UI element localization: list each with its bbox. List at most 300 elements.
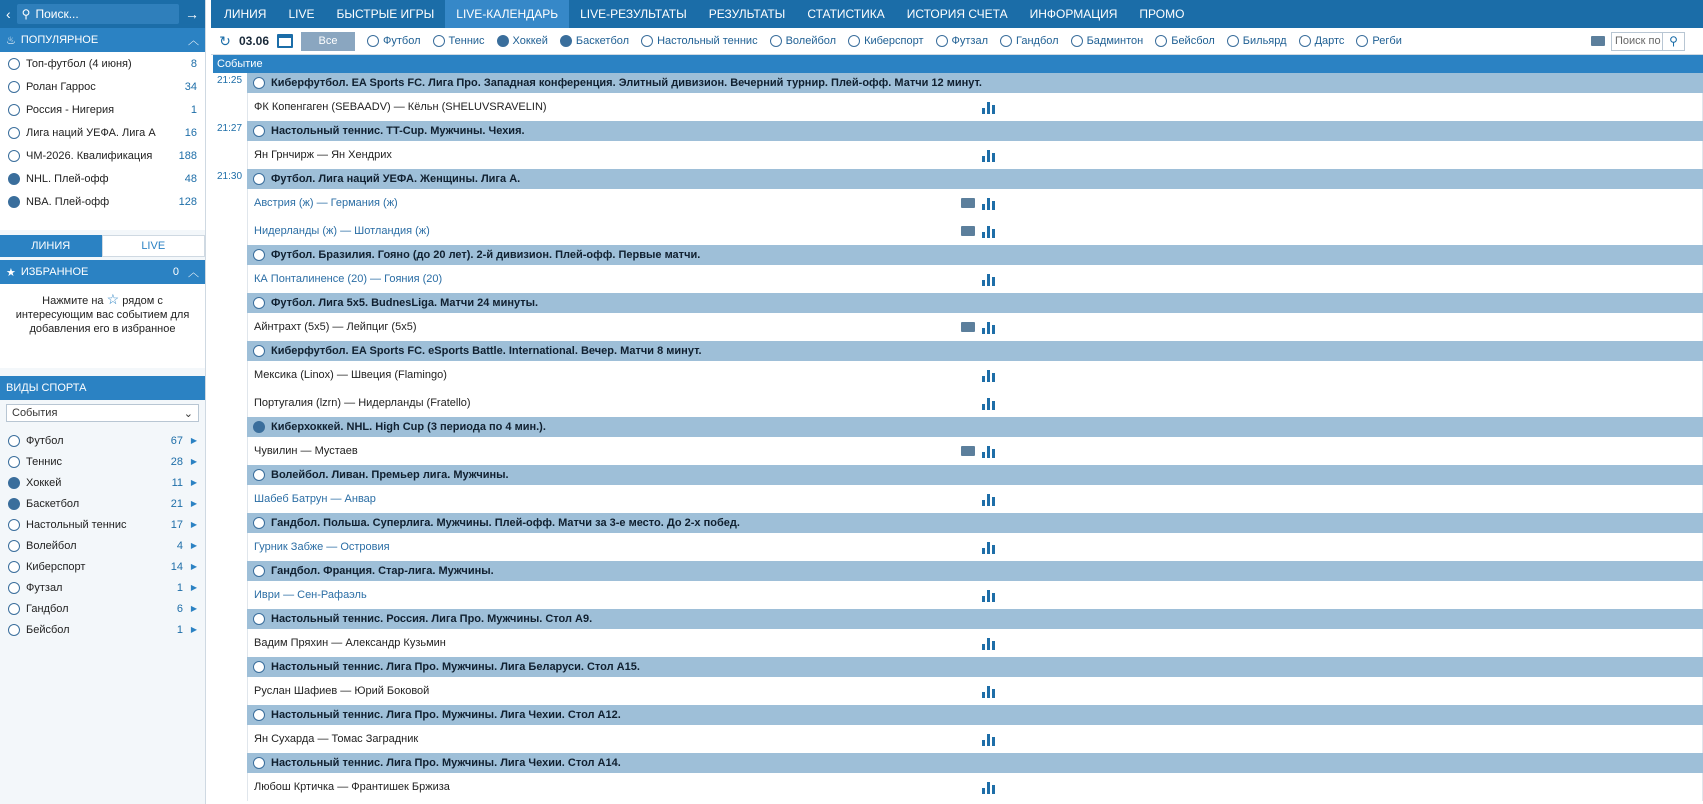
select-arrow-icon: ⌄ [183, 407, 193, 420]
tennis-icon [8, 456, 20, 468]
match-row[interactable] [247, 217, 1703, 245]
event-group [213, 609, 1703, 657]
stats-bar [987, 226, 990, 238]
sport-item-count: 21 [170, 497, 183, 510]
sport-item-count: 1 [176, 581, 183, 594]
popular-item-label: Ролан Гаррос [26, 80, 96, 93]
football-icon [8, 127, 20, 139]
filter-sport-item[interactable] [497, 35, 548, 47]
match-name[interactable]: Айнтрахт (5x5) — Лейпциг (5x5) [254, 321, 417, 333]
stats-bar [987, 782, 990, 794]
sport-item-label: Баскетбол [26, 497, 80, 510]
popular-item-count: 16 [184, 126, 197, 139]
league-title: Настольный теннис. TT-Cup. Мужчины. Чехия. [271, 125, 525, 137]
match-name[interactable]: Нидерланды (ж) — Шотландия (ж) [254, 225, 430, 237]
popular-item-count: 128 [178, 195, 197, 208]
sidebar-search-placeholder: Поиск... [35, 7, 79, 21]
table-tennis-icon [641, 35, 653, 47]
league-row[interactable] [247, 465, 1703, 485]
sport-item-label: Киберспорт [26, 560, 86, 573]
calendar-icon[interactable] [277, 34, 293, 48]
stats-bar [987, 198, 990, 210]
filter-sport-item[interactable] [1227, 35, 1287, 47]
league-row[interactable] [247, 121, 1703, 141]
match-row[interactable] [247, 533, 1703, 561]
match-name[interactable]: Ян Сухарда — Томас Заградник [254, 733, 419, 745]
sport-item[interactable] [0, 472, 205, 493]
volleyball-icon [770, 35, 782, 47]
match-row[interactable] [247, 725, 1703, 753]
stats-bar [982, 548, 985, 554]
league-title: Футбол. Лига наций УЕФА. Женщины. Лига А. [271, 173, 521, 185]
filter-sport-item[interactable] [936, 35, 988, 47]
stats-bar [992, 277, 995, 286]
tv-icon[interactable] [961, 322, 975, 332]
billiards-icon [1227, 35, 1239, 47]
match-row[interactable] [247, 629, 1703, 657]
filter-sport-label: Хоккей [512, 35, 548, 47]
table-tennis-icon [253, 709, 265, 721]
stats-icon[interactable] [982, 780, 996, 794]
league-title: Настольный теннис. Лига Про. Мужчины. Лига Чехии. Стол А12. [271, 709, 621, 721]
stats-bar [992, 593, 995, 602]
event-group [213, 245, 1703, 293]
sidebar-search-input[interactable] [17, 4, 179, 24]
stats-bar [982, 596, 985, 602]
chevron-up-icon[interactable]: ︿ [188, 35, 199, 47]
stats-bar [987, 150, 990, 162]
stats-icon[interactable] [982, 588, 996, 602]
stats-icon[interactable] [982, 684, 996, 698]
stats-bar [987, 398, 990, 410]
sport-item-label: Настольный теннис [26, 518, 127, 531]
match-name[interactable]: Вадим Пряхин — Александр Кузьмин [254, 637, 446, 649]
stats-bar [982, 692, 985, 698]
sport-item[interactable] [0, 451, 205, 472]
popular-item[interactable] [0, 144, 205, 167]
stats-icon[interactable] [982, 100, 996, 114]
filter-sport-item[interactable] [1071, 35, 1144, 47]
star-icon: ★ [6, 266, 16, 279]
search-icon: ⚲ [21, 7, 31, 21]
filter-sport-item[interactable] [560, 35, 629, 47]
league-row[interactable] [247, 293, 1703, 313]
popular-item-label: NHL. Плей-офф [26, 172, 109, 185]
handball-icon [253, 565, 265, 577]
stats-bar [982, 156, 985, 162]
table-tennis-icon [253, 757, 265, 769]
sport-item-count: 4 [176, 539, 183, 552]
popular-item-label: Россия - Нигерия [26, 103, 115, 116]
nav-item[interactable]: LIVE-КАЛЕНДАРЬ [445, 0, 569, 28]
nav-item[interactable]: ИСТОРИЯ СЧЕТА [906, 7, 1008, 21]
league-row[interactable] [247, 417, 1703, 437]
darts-icon [1299, 35, 1311, 47]
filter-sport-item[interactable] [1299, 35, 1345, 47]
nav-item[interactable]: LIVE-РЕЗУЛЬТАТЫ [580, 7, 687, 21]
filter-sport-label: Волейбол [785, 35, 837, 47]
stats-icon[interactable] [982, 272, 996, 286]
tv-icon[interactable] [961, 226, 975, 236]
event-group [213, 657, 1703, 705]
chevron-right-icon: ▶ [190, 499, 197, 508]
league-title: Настольный теннис. Россия. Лига Про. Мужчины. Стол А9. [271, 613, 593, 625]
nav-item[interactable]: ПРОМО [1139, 7, 1185, 21]
nav-item[interactable]: LIVE [288, 7, 315, 21]
stats-bar [987, 494, 990, 506]
rugby-icon [1356, 35, 1368, 47]
event-group [213, 417, 1703, 465]
stats-bar [982, 108, 985, 114]
football-icon [8, 435, 20, 447]
handball-icon [1000, 35, 1012, 47]
favorites-header[interactable] [0, 260, 205, 284]
popular-item-count: 48 [184, 172, 197, 185]
stats-bar [987, 322, 990, 334]
stats-bar [982, 500, 985, 506]
stats-icon[interactable] [982, 224, 996, 238]
match-name[interactable]: Ян Грнчирж — Ян Хендрих [254, 149, 392, 161]
filter-sport-item[interactable] [433, 35, 485, 47]
match-row[interactable] [247, 389, 1703, 417]
filter-sport-item[interactable] [1000, 35, 1059, 47]
popular-item-count: 188 [178, 149, 197, 162]
league-row[interactable] [247, 657, 1703, 677]
stats-bar [992, 325, 995, 334]
match-row[interactable] [247, 189, 1703, 217]
sport-item[interactable] [0, 556, 205, 577]
filter-sport-item[interactable] [848, 35, 923, 47]
popular-item[interactable] [0, 98, 205, 121]
football-icon [253, 345, 265, 357]
sport-item-count: 11 [171, 476, 183, 489]
hockey-icon [8, 173, 20, 185]
table-tennis-icon [253, 613, 265, 625]
sport-item-count: 28 [170, 455, 183, 468]
league-row[interactable] [247, 73, 1703, 93]
chevron-right-icon: ▶ [190, 541, 197, 550]
stats-bar [987, 370, 990, 382]
stats-icon[interactable] [982, 368, 996, 382]
chevron-right-icon: ▶ [190, 520, 197, 529]
match-name[interactable]: КА Понталиненсе (20) — Гояния (20) [254, 273, 443, 285]
stats-bar [987, 590, 990, 602]
match-row[interactable] [247, 141, 1703, 169]
favorites-hint [0, 284, 205, 368]
football-icon [253, 249, 265, 261]
match-name[interactable]: Руслан Шафиев — Юрий Боковой [254, 685, 430, 697]
stats-bar [992, 689, 995, 698]
league-title: Футбол. Лига 5x5. BudnesLiga. Матчи 24 минуты. [271, 297, 539, 309]
stats-bar [982, 328, 985, 334]
event-group [213, 169, 1703, 245]
filter-sport-label: Баскетбол [575, 35, 630, 47]
chevron-right-icon: ▶ [190, 625, 197, 634]
filter-sport-label: Бейсбол [1171, 35, 1215, 47]
filter-sport-item[interactable] [770, 35, 837, 47]
event-group [213, 561, 1703, 609]
nav-item[interactable]: РЕЗУЛЬТАТЫ [708, 7, 786, 21]
sport-item[interactable] [0, 535, 205, 556]
sport-item[interactable] [0, 514, 205, 535]
match-name[interactable]: Чувилин — Мустаев [254, 445, 358, 457]
tv-icon[interactable] [961, 198, 975, 208]
filter-sport-label: Футбол [383, 35, 421, 47]
filter-sport-label: Гандбол [1016, 35, 1059, 47]
tab-live[interactable]: LIVE [102, 235, 206, 257]
league-row[interactable] [247, 561, 1703, 581]
match-row[interactable] [247, 677, 1703, 705]
back-arrow-icon[interactable]: ‹ [6, 6, 11, 22]
chevron-right-icon: ▶ [190, 562, 197, 571]
stats-bar [982, 204, 985, 210]
sport-item[interactable] [0, 577, 205, 598]
stats-bar [987, 446, 990, 458]
mode-tabs [0, 235, 205, 257]
sport-list [0, 430, 205, 640]
favorites-hint-start: Нажмите на [42, 295, 104, 307]
chevron-right-icon: ▶ [190, 478, 197, 487]
filter-sport-label: Настольный теннис [657, 35, 758, 47]
volleyball-icon [253, 469, 265, 481]
event-group [213, 513, 1703, 561]
filter-sport-label: Киберспорт [864, 35, 924, 47]
popular-item-count: 1 [190, 103, 197, 116]
stats-bar [992, 105, 995, 114]
stats-bar [982, 788, 985, 794]
popular-item[interactable] [0, 190, 205, 213]
sport-item-label: Футзал [26, 581, 63, 594]
sport-item-label: Хоккей [26, 476, 62, 489]
nav-item[interactable]: СТАТИСТИКА [807, 7, 885, 21]
chevron-right-icon: ▶ [190, 583, 197, 592]
stats-bar [987, 686, 990, 698]
event-time: 21:25 [216, 75, 243, 86]
search-icon[interactable]: ⚲ [1663, 32, 1685, 51]
filter-sport-list [355, 35, 1402, 47]
gamepad-icon [848, 35, 860, 47]
event-time: 21:30 [216, 171, 243, 182]
tennis-icon [433, 35, 445, 47]
stats-icon[interactable] [982, 444, 996, 458]
baseball-icon [1155, 35, 1167, 47]
stats-bar [992, 545, 995, 554]
table-header [213, 55, 1703, 73]
chevron-right-icon: ▶ [190, 436, 197, 445]
sidebar-search-bar [0, 0, 205, 28]
event-group [213, 465, 1703, 513]
match-row[interactable] [247, 265, 1703, 293]
popular-item-label: Лига наций УЕФА. Лига А [26, 126, 156, 139]
stats-bar [982, 404, 985, 410]
star-outline-icon: ☆ [106, 291, 120, 307]
popular-item[interactable] [0, 52, 205, 75]
stats-bar [992, 373, 995, 382]
league-title: Настольный теннис. Лига Про. Мужчины. Лига Чехии. Стол А14. [271, 757, 621, 769]
futsal-icon [936, 35, 948, 47]
league-row[interactable] [247, 169, 1703, 189]
match-row[interactable] [247, 361, 1703, 389]
sports-header [0, 376, 205, 400]
event-time: 21:27 [216, 123, 243, 134]
stats-bar [982, 232, 985, 238]
league-row[interactable] [247, 609, 1703, 629]
stats-icon[interactable] [982, 148, 996, 162]
popular-item[interactable] [0, 121, 205, 144]
match-name[interactable]: Любош Кртичка — Франтишек Бржиза [254, 781, 450, 793]
sport-item[interactable] [0, 493, 205, 514]
league-row[interactable] [247, 245, 1703, 265]
tab-line[interactable]: ЛИНИЯ [0, 235, 102, 257]
handball-icon [8, 603, 20, 615]
stats-bar [992, 229, 995, 238]
stats-icon[interactable] [982, 196, 996, 210]
match-name[interactable]: Мексика (Linox) — Швеция (Flamingo) [254, 369, 447, 381]
stats-bar [992, 497, 995, 506]
chevron-right-icon: ▶ [190, 604, 197, 613]
match-name[interactable]: Гурник Забже — Островия [254, 541, 390, 553]
hockey-icon [8, 477, 20, 489]
sport-item-label: Бейсбол [26, 623, 70, 636]
stats-icon[interactable] [982, 636, 996, 650]
filter-sport-label: Дартс [1314, 35, 1345, 47]
league-row[interactable] [247, 753, 1703, 773]
stats-bar [992, 401, 995, 410]
football-icon [253, 173, 265, 185]
sport-item-label: Футбол [26, 434, 64, 447]
nav-item[interactable]: БЫСТРЫЕ ИГРЫ [336, 7, 435, 21]
sport-item[interactable] [0, 598, 205, 619]
league-title: Футбол. Бразилия. Гояно (до 20 лет). 2-й дивизион. Плей-офф. Первые матчи. [271, 249, 701, 261]
league-title: Настольный теннис. Лига Про. Мужчины. Лига Беларуси. Стол А15. [271, 661, 640, 673]
stats-bar [982, 644, 985, 650]
stats-bar [982, 376, 985, 382]
filter-sport-label: Футзал [951, 35, 989, 47]
popular-header[interactable] [0, 28, 205, 52]
filter-sport-label: Бадминтон [1086, 35, 1144, 47]
tv-icon[interactable] [1591, 36, 1605, 46]
stats-icon[interactable] [982, 540, 996, 554]
match-row[interactable] [247, 581, 1703, 609]
stats-bar [982, 740, 985, 746]
chevron-up-icon[interactable]: ︿ [188, 267, 199, 279]
top-navigation [211, 0, 1703, 28]
stats-bar [992, 153, 995, 162]
sport-item[interactable] [0, 430, 205, 451]
tennis-icon [8, 81, 20, 93]
league-title: Киберфутбол. EA Sports FC. eSports Battle. International. Вечер. Матчи 8 минут. [271, 345, 702, 357]
gamepad-icon [8, 561, 20, 573]
stats-bar [987, 638, 990, 650]
stats-icon[interactable] [982, 492, 996, 506]
match-row[interactable] [247, 485, 1703, 513]
match-name[interactable]: Австрия (ж) — Германия (ж) [254, 197, 398, 209]
sport-item[interactable] [0, 619, 205, 640]
date-label: 03.06 [239, 34, 270, 48]
sport-item-label: Теннис [26, 455, 63, 468]
league-row[interactable] [247, 705, 1703, 725]
filter-sport-item[interactable] [1356, 35, 1401, 47]
football-icon [253, 77, 265, 89]
events-select[interactable] [6, 404, 199, 422]
match-name[interactable]: Португалия (lzrn) — Нидерланды (Fratello) [254, 397, 471, 409]
filter-sport-item[interactable] [367, 35, 421, 47]
filter-sport-label: Бильярд [1242, 35, 1287, 47]
sport-item-count: 1 [176, 623, 183, 636]
popular-item-label: ЧМ-2026. Квалификация [26, 149, 153, 162]
handball-icon [253, 517, 265, 529]
filter-search-input[interactable]: Поиск по [1611, 32, 1663, 51]
fire-icon: ♨ [6, 34, 16, 47]
nav-item[interactable]: ИНФОРМАЦИЯ [1029, 7, 1118, 21]
stats-bar [982, 280, 985, 286]
event-group [213, 73, 1703, 121]
table-header-event: Событие [217, 58, 263, 70]
popular-item-label: NBA. Плей-офф [26, 195, 110, 208]
popular-item-count: 8 [190, 57, 197, 70]
football-icon [8, 104, 20, 116]
match-row[interactable] [247, 93, 1703, 121]
popular-list [0, 52, 205, 230]
favorites-hint-end: рядом с интересующим вас событием для добавления его в избранное [15, 295, 190, 335]
popular-item[interactable] [0, 167, 205, 190]
filter-sport-item[interactable] [1155, 35, 1215, 47]
event-group [213, 705, 1703, 753]
stats-icon[interactable] [982, 320, 996, 334]
sport-item-label: Гандбол [26, 602, 69, 615]
stats-bar [992, 785, 995, 794]
football-icon [8, 150, 20, 162]
match-row[interactable] [247, 437, 1703, 465]
popular-item-count: 34 [184, 80, 197, 93]
filter-sport-label: Регби [1372, 35, 1402, 47]
table-tennis-icon [8, 519, 20, 531]
refresh-icon[interactable]: ↻ [219, 32, 231, 49]
basketball-icon [560, 35, 572, 47]
stats-icon[interactable] [982, 396, 996, 410]
sport-item-count: 67 [170, 434, 183, 447]
match-row[interactable] [247, 773, 1703, 801]
match-name[interactable]: Иври — Сен-Рафаэль [254, 589, 367, 601]
tv-icon[interactable] [961, 446, 975, 456]
stats-bar [987, 102, 990, 114]
events-select-value: События [12, 407, 58, 419]
filter-all-button[interactable]: Все [301, 32, 355, 51]
football-icon [253, 297, 265, 309]
league-row[interactable] [247, 341, 1703, 361]
match-row[interactable] [247, 313, 1703, 341]
popular-item[interactable] [0, 75, 205, 98]
sport-item-label: Волейбол [26, 539, 77, 552]
sports-title: ВИДЫ СПОРТА [6, 382, 87, 394]
futsal-icon [8, 582, 20, 594]
league-title: Гандбол. Польша. Суперлига. Мужчины. Плей-офф. Матчи за 3-е место. До 2-х побед. [271, 517, 740, 529]
event-group [213, 293, 1703, 341]
hockey-icon [497, 35, 509, 47]
match-name[interactable]: ФК Копенгаген (SEBAADV) — Кёльн (SHELUVSRAVELIN) [254, 101, 547, 113]
stats-icon[interactable] [982, 732, 996, 746]
match-name[interactable]: Шабеб Батрун — Анвар [254, 493, 376, 505]
stats-bar [992, 201, 995, 210]
event-group [213, 121, 1703, 169]
nav-item[interactable]: ЛИНИЯ [224, 7, 267, 21]
search-go-arrow-icon[interactable]: → [185, 6, 199, 22]
filter-sport-item[interactable] [641, 35, 758, 47]
league-title: Киберхоккей. NHL. High Cup (3 периода по 4 мин.). [271, 421, 546, 433]
league-row[interactable] [247, 513, 1703, 533]
chevron-right-icon: ▶ [190, 457, 197, 466]
stats-bar [987, 274, 990, 286]
